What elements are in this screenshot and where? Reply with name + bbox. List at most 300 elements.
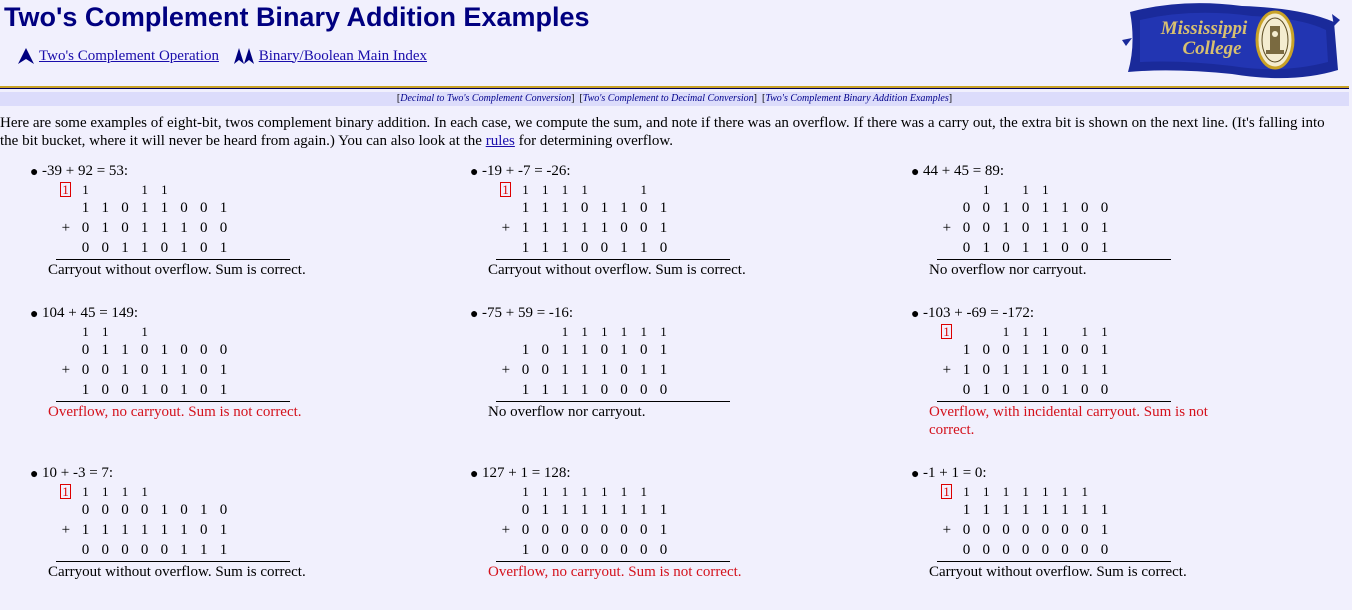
digit: 0 xyxy=(219,342,228,358)
plus-sign: + xyxy=(501,522,511,538)
digit: 1 xyxy=(640,324,647,339)
digit: 0 xyxy=(962,240,971,256)
digit: 0 xyxy=(1100,382,1109,398)
digit: 1 xyxy=(160,220,169,236)
digit: 1 xyxy=(982,182,990,197)
digit: 0 xyxy=(1021,200,1030,216)
digit: 1 xyxy=(1002,502,1010,518)
digit: 1 xyxy=(660,324,667,339)
carry-out-digit: 1 xyxy=(62,182,69,197)
sum-line xyxy=(937,259,1171,260)
digit: 1 xyxy=(521,240,530,256)
digit: 0 xyxy=(541,542,549,558)
digit: 1 xyxy=(1061,502,1069,518)
digit: 1 xyxy=(1002,484,1010,499)
digit: 0 xyxy=(620,362,628,378)
double-up-arrow-icon xyxy=(233,47,255,65)
intro-text: Here are some examples of eight-bit, twos complement binary addition. In each case, we compute the sum, and note if there was an overflow. If there was a carry out, the extra bit is shown on the next line. (It's falling into the bit bucket, where it will never be heard from again.) You can also look at the xyxy=(0,115,1325,149)
plus-sign: + xyxy=(61,362,71,378)
digit: 1 xyxy=(600,362,609,378)
digit: 0 xyxy=(982,542,990,558)
digit: 1 xyxy=(1041,362,1050,378)
digit: 1 xyxy=(140,522,149,538)
digit: 0 xyxy=(81,240,90,256)
digit: 0 xyxy=(1021,220,1030,236)
carry-out-digit: 1 xyxy=(943,484,950,499)
sum-line xyxy=(496,561,730,562)
sum-line xyxy=(56,401,290,402)
digit: 0 xyxy=(1100,542,1109,558)
digit: 1 xyxy=(1100,220,1109,236)
digit: 0 xyxy=(521,502,530,518)
digit: 1 xyxy=(639,240,648,256)
digit: 0 xyxy=(639,342,648,358)
example-equation: -75 + 59 = -16: xyxy=(482,305,574,321)
digit: 1 xyxy=(982,484,990,499)
example-equation: 10 + -3 = 7: xyxy=(42,465,114,481)
digit: 0 xyxy=(580,522,589,538)
digit: 0 xyxy=(1080,220,1089,236)
digit: 1 xyxy=(561,200,569,216)
header-rule-dark xyxy=(0,88,1349,89)
bullet-icon: ● xyxy=(470,307,479,322)
digit: 1 xyxy=(982,240,990,256)
digit: 1 xyxy=(1042,484,1049,499)
digit: 0 xyxy=(1002,240,1010,256)
digit: 0 xyxy=(1061,542,1069,558)
digit: 0 xyxy=(1041,542,1050,558)
result-note: Carryout without overflow. Sum is correct. xyxy=(488,262,746,278)
digit: 1 xyxy=(160,200,169,216)
result-note: No overflow nor carryout. xyxy=(929,262,1087,278)
digit: 0 xyxy=(600,240,609,256)
carry-out-digit: 1 xyxy=(943,324,950,339)
page-title: Two's Complement Binary Addition Examples xyxy=(4,2,590,32)
digit: 0 xyxy=(561,522,569,538)
digit: 1 xyxy=(561,240,569,256)
digit: 1 xyxy=(180,362,188,378)
subnav-twos-to-decimal[interactable]: Two's Complement to Decimal Conversion xyxy=(582,93,754,104)
subnav-decimal-to-twos[interactable]: Decimal to Two's Complement Conversion xyxy=(400,93,572,104)
up-arrow-icon xyxy=(17,47,35,65)
example-equation: 127 + 1 = 128: xyxy=(482,465,571,481)
digit: 1 xyxy=(121,240,129,256)
digit: 1 xyxy=(659,200,668,216)
digit: 1 xyxy=(581,324,588,339)
intro-paragraph xyxy=(0,114,1346,150)
digit: 1 xyxy=(1061,484,1069,499)
bullet-icon: ● xyxy=(30,307,39,322)
digit: 1 xyxy=(659,502,668,518)
digit: 1 xyxy=(1100,342,1109,358)
bullet-icon: ● xyxy=(911,165,920,180)
digit: 0 xyxy=(659,382,668,398)
digit: 1 xyxy=(1021,382,1030,398)
digit: 1 xyxy=(522,484,529,499)
digit: 0 xyxy=(180,200,188,216)
plus-sign: + xyxy=(501,362,511,378)
sum-line xyxy=(496,259,730,260)
digit: 1 xyxy=(561,182,569,197)
digit: 0 xyxy=(1080,542,1089,558)
logo-text-line2: College xyxy=(1182,38,1242,59)
digit: 1 xyxy=(541,382,549,398)
digit: 1 xyxy=(541,200,549,216)
digit: 1 xyxy=(561,382,569,398)
digit: 1 xyxy=(561,362,569,378)
digit: 1 xyxy=(580,342,589,358)
nav-twos-complement-operation[interactable] xyxy=(17,47,219,65)
digit: 0 xyxy=(600,342,609,358)
digit: 1 xyxy=(219,522,228,538)
digit: 0 xyxy=(982,362,990,378)
digit: 0 xyxy=(140,362,149,378)
subnav-bar: [Decimal to Two's Complement Conversion] [Two's Complement to Decimal Conversion] [Two's Complement Binary Addition Examples] xyxy=(0,92,1349,106)
digit: 0 xyxy=(199,382,208,398)
nav-links xyxy=(17,47,437,70)
digit: 1 xyxy=(219,200,228,216)
digit: 0 xyxy=(101,542,109,558)
digit: 1 xyxy=(561,342,569,358)
plus-sign: + xyxy=(942,220,952,236)
digit: 1 xyxy=(962,502,971,518)
digit: 0 xyxy=(1080,342,1089,358)
digit: 1 xyxy=(1080,362,1089,378)
college-seal xyxy=(1257,12,1293,68)
digit: 1 xyxy=(141,484,148,499)
main-index-link[interactable]: Binary/Boolean Main Index xyxy=(258,47,428,64)
digit: 1 xyxy=(541,182,549,197)
digit: 0 xyxy=(1021,542,1030,558)
digit: 0 xyxy=(101,240,109,256)
digit: 1 xyxy=(141,182,148,197)
digit: 1 xyxy=(1100,240,1109,256)
digit: 0 xyxy=(81,362,90,378)
digit: 0 xyxy=(1080,382,1089,398)
digit: 1 xyxy=(1041,240,1050,256)
digit: 1 xyxy=(640,182,647,197)
digit: 0 xyxy=(1002,542,1010,558)
plus-sign: + xyxy=(501,220,511,236)
digit: 1 xyxy=(521,542,530,558)
sum-line xyxy=(496,401,730,402)
digit: 1 xyxy=(81,200,90,216)
sum-line xyxy=(937,561,1171,562)
digit: 0 xyxy=(659,240,668,256)
carry-out-digit: 1 xyxy=(62,484,69,499)
example-equation: -19 + -7 = -26: xyxy=(482,163,571,179)
digit: 1 xyxy=(1041,342,1050,358)
digit: 1 xyxy=(521,220,530,236)
digit: 1 xyxy=(121,484,129,499)
digit: 0 xyxy=(81,502,90,518)
digit: 0 xyxy=(199,200,208,216)
digit: 0 xyxy=(580,542,589,558)
digit: 0 xyxy=(620,382,628,398)
digit: 0 xyxy=(160,542,169,558)
digit: 0 xyxy=(121,382,129,398)
digit: 0 xyxy=(962,522,971,538)
digit: 1 xyxy=(101,484,109,499)
digit: 1 xyxy=(101,342,109,358)
digit: 1 xyxy=(521,200,530,216)
digit: 1 xyxy=(141,324,148,339)
digit: 0 xyxy=(1061,342,1069,358)
digit: 0 xyxy=(639,220,648,236)
digit: 1 xyxy=(580,220,589,236)
digit: 1 xyxy=(1101,324,1108,339)
digit: 0 xyxy=(639,200,648,216)
digit: 0 xyxy=(561,542,569,558)
digit: 1 xyxy=(659,362,668,378)
digit: 0 xyxy=(1041,522,1050,538)
digit: 0 xyxy=(199,522,208,538)
digit: 1 xyxy=(521,342,530,358)
digit: 1 xyxy=(580,382,589,398)
result-note: No overflow nor carryout. xyxy=(488,404,646,420)
digit: 0 xyxy=(639,542,648,558)
digit: 1 xyxy=(219,382,228,398)
digit: 0 xyxy=(982,220,990,236)
nav-main-index[interactable] xyxy=(233,47,427,65)
digit: 1 xyxy=(180,382,188,398)
digit: 0 xyxy=(521,522,530,538)
digit: 0 xyxy=(199,362,208,378)
digit: 1 xyxy=(81,522,90,538)
digit: 0 xyxy=(219,220,228,236)
plus-sign: + xyxy=(61,522,71,538)
digit: 0 xyxy=(1021,522,1030,538)
digit: 0 xyxy=(199,240,208,256)
digit: 0 xyxy=(521,362,530,378)
digit: 0 xyxy=(101,362,109,378)
college-logo-graphic xyxy=(1122,0,1342,82)
digit: 1 xyxy=(1022,324,1029,339)
digit: 0 xyxy=(219,502,228,518)
digit: 1 xyxy=(121,522,129,538)
digit: 1 xyxy=(1081,324,1088,339)
digit: 0 xyxy=(1061,522,1069,538)
digit: 0 xyxy=(620,522,628,538)
digit: 0 xyxy=(600,522,609,538)
subnav-addition-examples[interactable]: Two's Complement Binary Addition Examples xyxy=(765,93,949,104)
digit: 1 xyxy=(219,362,228,378)
digit: 1 xyxy=(963,484,970,499)
digit: 1 xyxy=(1002,220,1010,236)
digit: 1 xyxy=(82,182,89,197)
twos-complement-operation-link[interactable]: Two's Complement Operation xyxy=(39,47,219,64)
digit: 0 xyxy=(580,200,589,216)
digit: 0 xyxy=(982,522,990,538)
digit: 1 xyxy=(219,542,228,558)
digit: 1 xyxy=(541,484,549,499)
digit: 1 xyxy=(521,382,530,398)
bullet-icon: ● xyxy=(911,307,920,322)
result-note: Carryout without overflow. Sum is correct. xyxy=(929,564,1187,580)
digit: 1 xyxy=(1021,502,1030,518)
digit: 1 xyxy=(1021,342,1030,358)
digit: 1 xyxy=(620,324,628,339)
plus-sign: + xyxy=(942,522,952,538)
result-note: Overflow, no carryout. Sum is not correct. xyxy=(48,404,302,420)
plus-sign: + xyxy=(61,220,71,236)
example-equation: -39 + 92 = 53: xyxy=(42,163,129,179)
digit: 1 xyxy=(1002,200,1010,216)
digit: 1 xyxy=(160,502,169,518)
digit: 1 xyxy=(600,220,609,236)
digit: 0 xyxy=(541,362,549,378)
digit: 1 xyxy=(1080,502,1089,518)
digit: 0 xyxy=(982,342,990,358)
example-equation: -1 + 1 = 0: xyxy=(923,465,987,481)
digit: 0 xyxy=(1002,382,1010,398)
digit: 1 xyxy=(982,502,990,518)
digit: 1 xyxy=(1002,324,1010,339)
digit: 1 xyxy=(101,324,109,339)
digit: 1 xyxy=(601,324,608,339)
digit: 0 xyxy=(580,240,589,256)
digit: 1 xyxy=(1022,182,1029,197)
digit: 0 xyxy=(1100,200,1109,216)
digit: 1 xyxy=(561,324,569,339)
digit: 1 xyxy=(199,542,208,558)
digit: 0 xyxy=(659,542,668,558)
digit: 1 xyxy=(81,382,90,398)
digit: 1 xyxy=(659,522,668,538)
digit: 0 xyxy=(962,542,971,558)
digit: 0 xyxy=(962,382,971,398)
digit: 1 xyxy=(620,342,628,358)
digit: 1 xyxy=(600,200,609,216)
digit: 0 xyxy=(101,382,109,398)
example-equation: -103 + -69 = -172: xyxy=(923,305,1035,321)
digit: 0 xyxy=(600,382,609,398)
digit: 0 xyxy=(180,502,188,518)
digit: 1 xyxy=(962,342,971,358)
bullet-icon: ● xyxy=(30,467,39,482)
digit: 1 xyxy=(199,502,208,518)
digit: 1 xyxy=(180,522,188,538)
digit: 0 xyxy=(1061,240,1069,256)
college-logo[interactable] xyxy=(1122,0,1342,82)
digit: 0 xyxy=(121,502,129,518)
digit: 1 xyxy=(1042,324,1049,339)
digit: 0 xyxy=(639,522,648,538)
digit: 1 xyxy=(180,240,188,256)
digit: 1 xyxy=(639,362,648,378)
digit: 1 xyxy=(639,502,648,518)
digit: 0 xyxy=(180,342,188,358)
digit: 1 xyxy=(180,542,188,558)
digit: 0 xyxy=(160,382,169,398)
digit: 1 xyxy=(101,220,109,236)
digit: 0 xyxy=(199,342,208,358)
digit: 1 xyxy=(160,522,169,538)
digit: 1 xyxy=(1081,484,1088,499)
sum-line xyxy=(937,401,1171,402)
digit: 1 xyxy=(962,362,971,378)
digit: 0 xyxy=(600,542,609,558)
digit: 0 xyxy=(620,220,628,236)
digit: 1 xyxy=(1061,200,1069,216)
result-note: Overflow, with incidental carryout. Sum is not correct. xyxy=(929,404,1208,438)
digit: 0 xyxy=(1080,240,1089,256)
digit: 1 xyxy=(561,220,569,236)
digit: 1 xyxy=(160,342,169,358)
digit: 1 xyxy=(620,502,628,518)
example-equation: 104 + 45 = 149: xyxy=(42,305,139,321)
digit: 0 xyxy=(1002,522,1010,538)
digit: 1 xyxy=(580,502,589,518)
digit: 0 xyxy=(81,342,90,358)
digit: 0 xyxy=(81,542,90,558)
bullet-icon: ● xyxy=(30,165,39,180)
carry-out-digit: 1 xyxy=(502,182,509,197)
digit: 1 xyxy=(580,362,589,378)
digit: 1 xyxy=(1021,240,1030,256)
digit: 1 xyxy=(1061,220,1069,236)
logo-text-line1: Mississippi xyxy=(1160,18,1248,39)
digit: 1 xyxy=(1041,220,1050,236)
digit: 1 xyxy=(1041,502,1050,518)
digit: 1 xyxy=(101,200,109,216)
digit: 0 xyxy=(101,502,109,518)
plus-sign: + xyxy=(942,362,952,378)
result-note: Carryout without overflow. Sum is correct. xyxy=(48,262,306,278)
digit: 0 xyxy=(140,342,149,358)
digit: 0 xyxy=(620,542,628,558)
digit: 1 xyxy=(1100,362,1109,378)
digit: 1 xyxy=(1041,200,1050,216)
digit: 0 xyxy=(81,220,90,236)
digit: 1 xyxy=(140,220,149,236)
digit: 1 xyxy=(1100,502,1109,518)
digit: 1 xyxy=(140,240,149,256)
digit: 0 xyxy=(199,220,208,236)
digit: 1 xyxy=(1100,522,1109,538)
digit: 1 xyxy=(1061,382,1069,398)
digit: 0 xyxy=(121,542,129,558)
intro-text-end: for determining overflow. xyxy=(514,133,674,149)
digit: 0 xyxy=(1080,522,1089,538)
rules-link[interactable]: rules xyxy=(485,133,515,149)
digit: 0 xyxy=(1080,200,1089,216)
digit: 1 xyxy=(1022,484,1029,499)
digit: 1 xyxy=(581,484,588,499)
digit: 0 xyxy=(140,502,149,518)
digit: 0 xyxy=(982,200,990,216)
digit: 0 xyxy=(1061,362,1069,378)
digit: 1 xyxy=(219,240,228,256)
digit: 1 xyxy=(659,220,668,236)
digit: 1 xyxy=(541,240,549,256)
digit: 1 xyxy=(121,362,129,378)
digit: 1 xyxy=(1021,362,1030,378)
digit: 1 xyxy=(522,182,529,197)
digit: 0 xyxy=(962,220,971,236)
digit: 0 xyxy=(121,200,129,216)
digit: 0 xyxy=(541,342,549,358)
sum-line xyxy=(56,259,290,260)
digit: 1 xyxy=(541,502,549,518)
digit: 1 xyxy=(541,220,549,236)
digit: 1 xyxy=(640,484,647,499)
digit: 0 xyxy=(541,522,549,538)
bullet-icon: ● xyxy=(470,165,479,180)
digit: 1 xyxy=(982,382,990,398)
digit: 1 xyxy=(161,182,168,197)
sum-line xyxy=(56,561,290,562)
